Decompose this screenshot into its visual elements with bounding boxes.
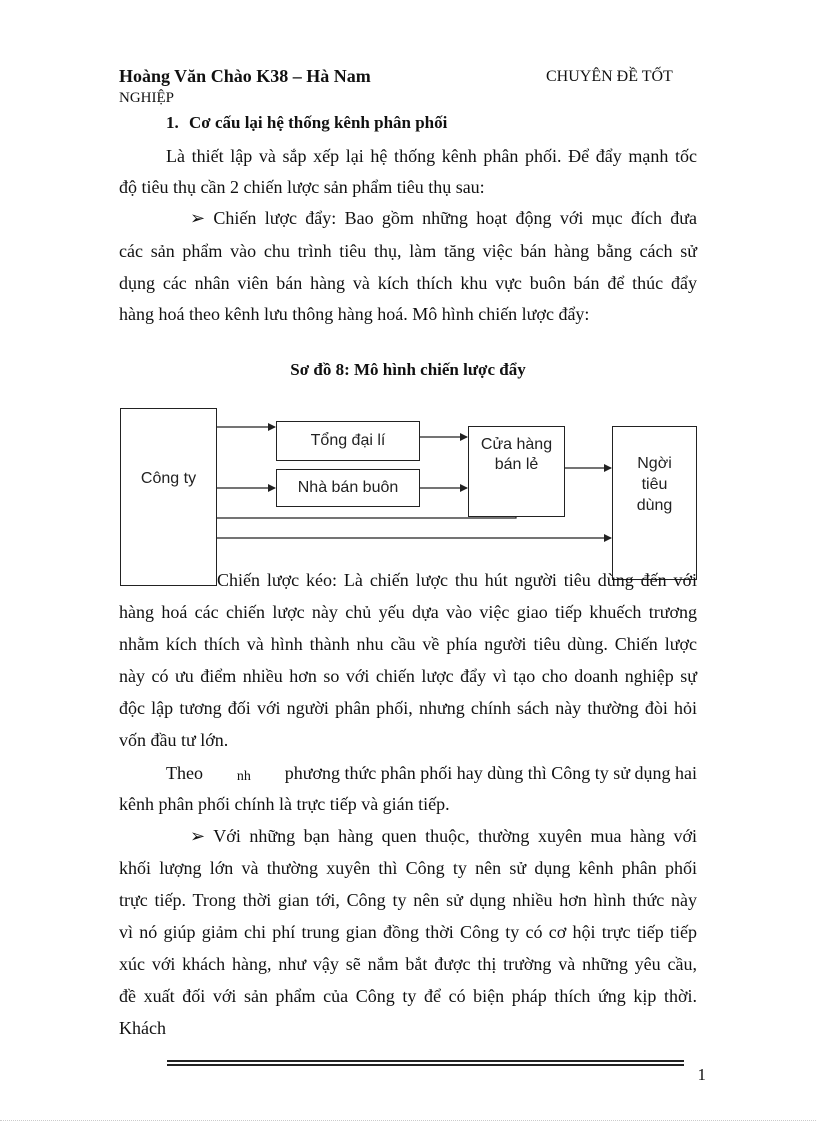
footer-rule (167, 1060, 684, 1062)
paragraph-line: độ tiêu thụ cần 2 chiến lược sản phẩm tiêu thụ sau: (119, 177, 485, 197)
footer-rule (167, 1064, 684, 1066)
node-company (120, 408, 217, 586)
paragraph-line: xúc với khách hàng, như vậy sẽ nắm bắt được thị trường và những yêu cầu, (119, 954, 697, 974)
arrow-bullet-icon: ➢ (190, 208, 206, 228)
section-title: Cơ cấu lại hệ thống kênh phân phối (189, 113, 448, 132)
paragraph-text: Theo (166, 763, 203, 783)
paragraph-text: Với những bạn hàng quen thuộc, thường xuyên mua hàng với (213, 826, 697, 846)
node-consumer-label: dùng (636, 497, 673, 514)
node-retail-label: bán lẻ (494, 456, 539, 473)
paragraph-line: nhằm kích thích và hình thành nhu cầu về phía người tiêu dùng. Chiến lược (119, 634, 697, 654)
node-agent: Tổng đại lí (276, 421, 420, 461)
paragraph-line: Chiến lược kéo: Là chiến lược thu hút người tiêu dùng đến với (217, 570, 697, 590)
node-consumer-label: tiêu (641, 476, 668, 493)
paragraph-line: đề xuất đối với sản phẩm của Công ty để có biện pháp thích ứng kịp thời. (119, 986, 697, 1006)
paragraph-line (166, 762, 697, 784)
paragraph-line: kênh phân phối chính là trực tiếp và gián tiếp. (119, 794, 450, 814)
paragraph-line: vốn đầu tư lớn. (119, 730, 229, 750)
bullet-line (190, 825, 697, 847)
paragraph-line: vì nó giúp giảm chi phí trung gian đồng thời Công ty có cơ hội trực tiếp tiếp (119, 922, 697, 942)
header-author: Hoàng Văn Chào K38 – Hà Nam (119, 66, 371, 86)
page-number: 1 (697, 1065, 706, 1084)
node-company-label: Công ty (140, 470, 197, 487)
node-consumer (612, 426, 697, 580)
diagram-caption: Sơ đồ 8: Mô hình chiến lược đẩy (290, 360, 526, 379)
paragraph-line: Là thiết lập và sắp xếp lại hệ thống kênh phân phối. Để đẩy mạnh tốc (166, 146, 697, 166)
header-title-continued: NGHIỆP (119, 90, 174, 106)
section-number: 1. (166, 113, 179, 132)
paragraph-subscript: nh (236, 769, 251, 784)
node-retail (468, 426, 565, 517)
paragraph-line: Khách (119, 1018, 166, 1038)
node-retail-label: Cửa hàng (480, 436, 553, 453)
paragraph-line: này có ưu điểm nhiều hơn so với chiến lược đẩy vì tạo cho doanh nghiệp sự (119, 666, 697, 686)
arrow-bullet-icon: ➢ (190, 826, 206, 846)
paragraph-text: Chiến lược đẩy: Bao gồm những hoạt động với mục đích đưa (213, 208, 697, 228)
paragraph-text: phương thức phân phối hay dùng thì Công ty sử dụng hai (284, 763, 697, 783)
paragraph-line: trực tiếp. Trong thời gian tới, Công ty nên sử dụng nhiều hơn hình thức này (119, 890, 697, 910)
node-consumer-label: Ngời (637, 455, 672, 472)
paragraph-line: khối lượng lớn và thường xuyên thì Công ty nên sử dụng kênh phân phối (119, 858, 697, 878)
paragraph-line: hàng hoá theo kênh lưu thông hàng hoá. Mô hình chiến lược đẩy: (119, 304, 590, 324)
paragraph-line: độc lập tương đối với người phân phối, nhưng chính sách này thường đòi hỏi (119, 698, 697, 718)
page-edge (0, 1120, 816, 1121)
paragraph-line: hàng hoá các chiến lược này chủ yếu dựa vào việc giao tiếp khuếch trương (119, 602, 697, 622)
paragraph-line: dụng các nhân viên bán hàng và kích thích khu vực buôn bán để thúc đẩy (119, 273, 697, 293)
header-title: CHUYÊN ĐỀ TỐT (546, 68, 673, 85)
node-wholesaler: Nhà bán buôn (276, 469, 420, 507)
paragraph-line: các sản phẩm vào chu trình tiêu thụ, làm tăng việc bán hàng bằng cách sử (119, 241, 697, 261)
